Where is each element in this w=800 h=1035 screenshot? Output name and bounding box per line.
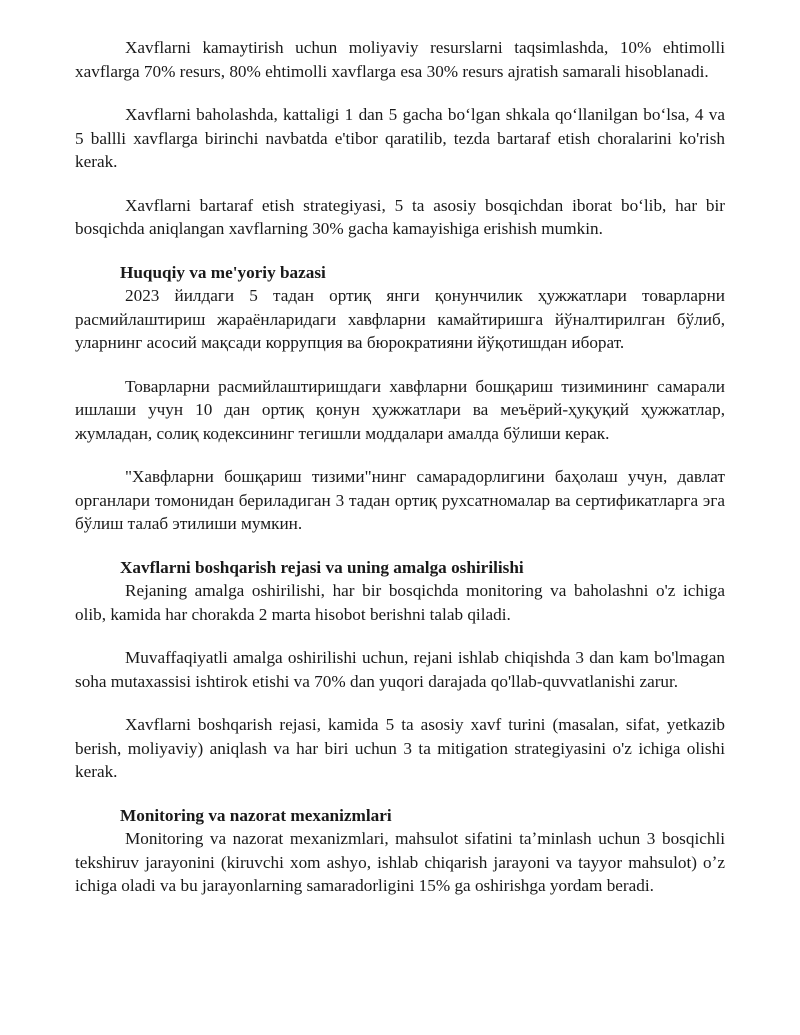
paragraph: "Хавфларни бошқариш тизими"нинг самарадорлигини баҳолаш учун, давлат органлари томонидан бериладиган 3 тадан ортиқ рухсатномалар ва сертификатларга эга бўлиш талаб этилиши мумкин. [75, 467, 725, 533]
paragraph: Xavflarni kamaytirish uchun moliyaviy resurslarni taqsimlashda, 10% ehtimolli xavflarga 70% resurs, 80% ehtimolli xavflarga esa 30% resurs ajratish samarali hisoblanadi. [75, 38, 725, 81]
paragraph: Rejaning amalga oshirilishi, har bir bosqichda monitoring va baholashni o'z ichiga olib, kamida har chorakda 2 marta hisobot berishni talab qiladi. [75, 581, 725, 624]
paragraph: Xavflarni baholashda, kattaligi 1 dan 5 gacha boʻlgan shkala qoʻllanilgan boʻlsa, 4 va 5 ballli xavflarga birinchi navbatda e'tibor qaratilib, tezda bartaraf etish choralarini ko'rish kerak. [75, 105, 725, 171]
section-heading: Huquqiy va me'yoriy bazasi [120, 262, 326, 282]
paragraph: Xavflarni boshqarish rejasi, kamida 5 ta asosiy xavf turini (masalan, sifat, yetkazib berish, moliyaviy) aniqlash va har biri uchun 3 ta mitigation strategiyasini o'z ichiga olishi kerak. [75, 715, 725, 781]
paragraph: Monitoring va nazorat mexanizmlari, mahsulot sifatini taʼminlash uchun 3 bosqichli tekshiruv jarayonini (kiruvchi xom ashyo, ishlab chiqarish jarayoni va tayyor mahsulot) oʼz ichiga oladi va bu jarayonlarning samaradorligini 15% ga oshirishga yordam beradi. [75, 829, 725, 895]
document-page [75, 36, 725, 918]
paragraph: Товарларни расмийлаштиришдаги хавфларни бошқариш тизимининг самарали ишлаши учун 10 дан ортиқ қонун ҳужжатлари ва меъёрий-ҳуқуқий ҳужжатлар, жумладан, солиқ кодексининг тегишли моддалари амалда бўлиши керак. [75, 376, 725, 443]
section-heading: Monitoring va nazorat mexanizmlari [120, 805, 392, 825]
paragraph: Muvaffaqiyatli amalga oshirilishi uchun, rejani ishlab chiqishda 3 dan kam bo'lmagan soha mutaxassisi ishtirok etishi va 70% dan yuqori darajada qo'llab-quvvatlanishi zarur. [75, 648, 725, 691]
paragraph: 2023 йилдаги 5 тадан ортиқ янги қонунчилик ҳужжатлари товарларни расмийлаштириш жараёнларидаги хавфларни камайтиришга йўналтирилган бўлиб, уларнинг асосий мақсади коррупция ва бюрократияни йўқотишдан иборат. [75, 286, 725, 352]
paragraph: Xavflarni bartaraf etish strategiyasi, 5 ta asosiy bosqichdan iborat boʻlib, har bir bosqichda aniqlangan xavflarning 30% gacha kamayishiga erishish mumkin. [75, 195, 725, 238]
section-heading: Xavflarni boshqarish rejasi va uning amalga oshirilishi [120, 557, 524, 577]
